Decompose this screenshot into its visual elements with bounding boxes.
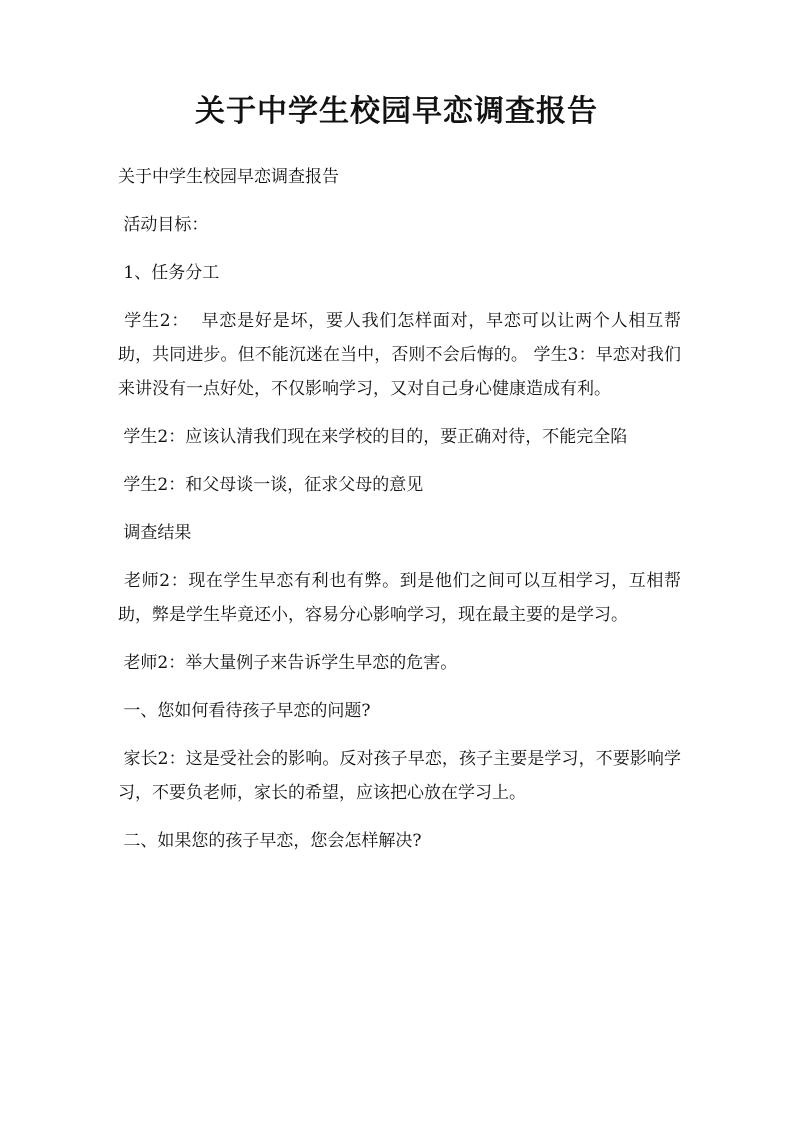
paragraph-student-opinion-1: 学生2： 早恋是好是坏，要人我们怎样面对，早恋可以让两个人相互帮助，共同进步。但不能沉迷在当中，否则不会后悔的。 学生3：早恋对我们来讲没有一点好处，不仅影响学习，又对自己身心健康造成有利。 [118,311,682,399]
paragraph-student-opinion-3: 学生2：和父母谈一谈，征求父母的意见 [118,475,424,495]
paragraph-question-2: 二、如果您的孩子早恋，您会怎样解决? [118,831,422,851]
paragraph-task-division: 1、任务分工 [118,263,220,283]
paragraph-question-1: 一、您如何看待孩子早恋的问题? [118,701,371,721]
paragraph-student-opinion-2: 学生2：应该认清我们现在来学校的目的，要正确对待，不能完全陷 [118,427,628,447]
paragraph-activity-goal: 活动目标： [118,215,209,235]
document-title: 关于中学生校园早恋调查报告 [195,94,598,129]
paragraph-parent-opinion: 家长2：这是受社会的影响。反对孩子早恋，孩子主要是学习，不要影响学习，不要负老师，家长的希望，应该把心放在学习上。 [118,749,681,803]
paragraph-teacher-opinion-1: 老师2：现在学生早恋有利也有弊。到是他们之间可以互相学习，互相帮助，弊是学生毕竟还小，容易分心影响学习，现在最主要的是学习。 [118,571,681,625]
document-body [118,160,681,872]
paragraph-subtitle: 关于中学生校园早恋调查报告 [118,167,339,187]
paragraph-teacher-opinion-2: 老师2：举大量例子来告诉学生早恋的危害。 [118,653,458,673]
paragraph-survey-results: 调查结果 [118,523,192,543]
